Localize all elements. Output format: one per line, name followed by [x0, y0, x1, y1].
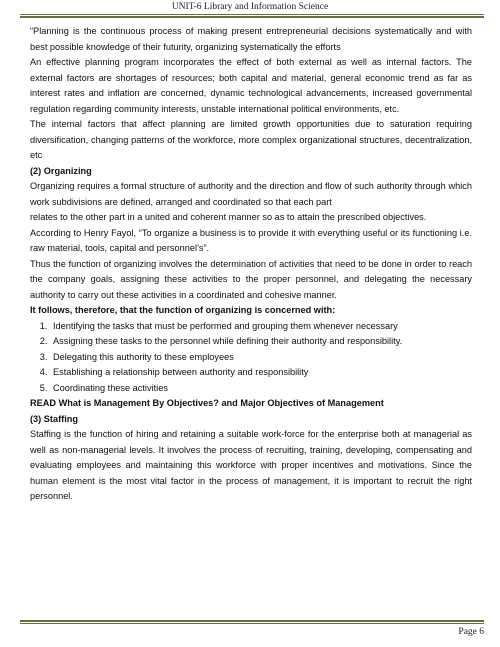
list-item: 4. Establishing a relationship between authority and responsibility: [50, 365, 472, 381]
section-heading: (2) Organizing: [30, 165, 92, 176]
paragraph: Staffing is the function of hiring and retaining a suitable work-force for the enterprise both at managerial as well as non-managerial levels. It involves the process of recruiting, training, developing, compensating and evaluating employees and maintaining this workforce with proper incentives and motivations. Since the human element is the most vital factor in the process of management, it is important to recruit the right personnel.: [30, 429, 472, 501]
page-number: Page 6: [458, 627, 484, 637]
footer-rule: [20, 620, 484, 624]
section-heading: (3) Staffing: [30, 413, 78, 424]
paragraph: The internal factors that affect planning are limited growth opportunities due to saturation requiring diversification, changing patterns of the workforce, more complex organizational structures, decentralization, etc: [30, 119, 472, 160]
paragraph: Organizing requires a formal structure of authority and the direction and flow of such authority through which work subdivisions are defined, arranged and coordinated so that each part: [30, 181, 472, 207]
list-item: 3. Delegating this authority to these employees: [50, 350, 472, 366]
organizing-functions-list: [30, 319, 472, 397]
document-body: [30, 24, 472, 505]
paragraph: According to Henry Fayol, “To organize a business is to provide it with everything useful or its functioning i.e. raw material, tools, capital and personnel’s”.: [30, 227, 472, 253]
list-item: 2. Assigning these tasks to the personnel while defining their authority and responsibility.: [50, 334, 472, 350]
header-rule: [20, 14, 484, 18]
list-item: 5. Coordinating these activities: [50, 381, 472, 397]
list-item: 1. Identifying the tasks that must be performed and grouping them whenever necessary: [50, 319, 472, 335]
page-header: UNIT-6 Library and Information Science: [171, 2, 329, 12]
paragraph: An effective planning program incorporates the effect of both external as well as internal factors. The external factors are shortages of resources; both capital and material, general economic trend as far as interest rates and inflation are concerned, dynamic technological advancements, increased governmental regulation regarding community interests, unstable international political environments, etc.: [30, 57, 472, 114]
paragraph: “Planning is the continuous process of making present entrepreneurial decisions systematically and with best possible knowledge of their futurity, organizing systematically the efforts: [30, 26, 472, 52]
paragraph: Thus the function of organizing involves the determination of activities that need to be done in order to reach the company goals, assigning these activities to the proper personnel, and delegating the necessary authority to carry out these activities in a coordinated and cohesive manner.: [30, 258, 472, 300]
section-heading: It follows, therefore, that the function of organizing is concerned with:: [30, 305, 336, 315]
section-heading: READ What is Management By Objectives? and Major Objectives of Management: [30, 398, 384, 408]
paragraph: relates to the other part in a united and coherent manner so as to attain the prescribed objectives.: [30, 212, 427, 222]
